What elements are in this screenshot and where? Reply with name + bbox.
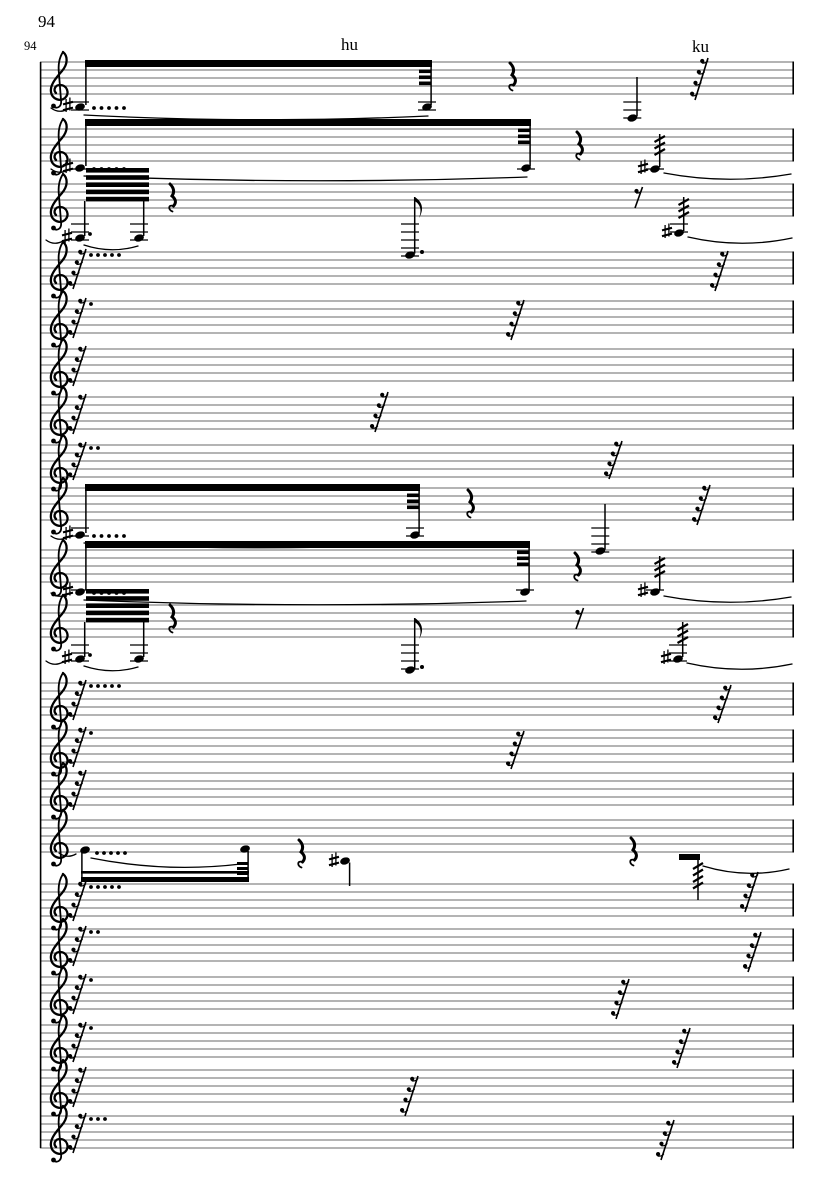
- treble-clef-icon: [51, 478, 68, 534]
- event-r64: [68, 1022, 93, 1062]
- event-qrest: [169, 184, 175, 212]
- staff-7-lines: [40, 397, 794, 430]
- treble-clef-icon: [51, 595, 68, 651]
- staff-13-lines: [40, 730, 794, 763]
- treble-clef-icon: [51, 242, 68, 298]
- measure-number-small: 94: [24, 39, 37, 53]
- lyric-hu: hu: [341, 35, 358, 54]
- event-r64: [506, 300, 524, 340]
- treble-clef-icon: [51, 967, 68, 1023]
- event-r64: [400, 1076, 418, 1116]
- staff-12: [51, 673, 731, 729]
- treble-clef-icon: [51, 339, 68, 395]
- event-r64: [68, 727, 93, 767]
- lyric-ku: ku: [692, 37, 709, 56]
- event-fig15: [59, 844, 251, 882]
- staff-21-lines: [40, 1116, 794, 1149]
- staff-11: [46, 589, 792, 675]
- staff-20-lines: [40, 1070, 794, 1103]
- event-r64: [672, 1028, 690, 1068]
- event-tremlong: [51, 484, 424, 548]
- event-trem32: [638, 556, 791, 602]
- treble-clef-icon: [51, 174, 68, 230]
- staff-5: [51, 291, 524, 347]
- event-r64: [68, 346, 86, 386]
- staff-5-lines: [40, 301, 794, 334]
- event-trem32: [662, 197, 792, 243]
- staff-7: [51, 387, 388, 443]
- event-r64: [743, 932, 761, 972]
- staff-13: [51, 720, 524, 776]
- event-r64: [68, 926, 100, 966]
- event-r8: [575, 608, 583, 629]
- event-e8dot: [401, 197, 424, 260]
- event-r64: [68, 1067, 86, 1107]
- staff-17: [51, 919, 761, 975]
- event-e8dot: [401, 618, 424, 675]
- event-r8: [634, 187, 642, 208]
- staff-15: [51, 810, 789, 912]
- staff-14-lines: [40, 773, 794, 806]
- staff-8: [51, 435, 622, 491]
- event-qnote: [329, 853, 351, 887]
- staff-21: [51, 1106, 674, 1162]
- staff-20: [51, 1060, 418, 1116]
- event-qrest: [169, 605, 175, 633]
- event-tremlong: [51, 541, 534, 605]
- staff-9-lines: [40, 488, 794, 521]
- event-r64: [710, 251, 728, 291]
- treble-clef-icon: [51, 291, 68, 347]
- event-r64: [68, 1113, 107, 1153]
- treble-clef-icon: [51, 52, 68, 108]
- staff-15-lines: [40, 820, 794, 853]
- event-hatch: [679, 854, 789, 900]
- staff-6-lines: [40, 349, 794, 382]
- event-r64: [506, 731, 524, 769]
- event-r64: [68, 974, 93, 1014]
- event-r64: [692, 485, 710, 525]
- event-block: [86, 168, 149, 201]
- treble-clef-icon: [51, 435, 68, 491]
- staff-16-lines: [40, 884, 794, 917]
- staff-18: [51, 967, 629, 1023]
- staff-2: [51, 119, 791, 181]
- staff-2-lines: [40, 129, 794, 162]
- staff-8-lines: [40, 445, 794, 478]
- event-r64: [68, 881, 121, 921]
- event-r64: [68, 770, 86, 810]
- event-lowq: [623, 77, 641, 123]
- event-r64: [68, 249, 121, 289]
- event-qrest: [574, 553, 580, 581]
- event-r64: [68, 680, 121, 720]
- event-r64: [604, 441, 622, 479]
- staff-1: [51, 52, 708, 123]
- event-tremlong: [51, 60, 436, 120]
- staff-17-lines: [40, 929, 794, 962]
- staff-18-lines: [40, 977, 794, 1010]
- event-r64: [68, 394, 86, 434]
- staff-19: [51, 1015, 690, 1071]
- event-r64: [68, 298, 93, 338]
- staff-4: [51, 242, 728, 298]
- staff-3: [46, 168, 792, 260]
- event-qrest: [576, 132, 582, 160]
- treble-clef-icon: [51, 387, 68, 443]
- event-trem32: [638, 134, 791, 179]
- staff-12-lines: [40, 683, 794, 716]
- measure-number-large: 94: [38, 12, 55, 31]
- staff-14: [51, 763, 86, 819]
- event-r64: [370, 392, 388, 432]
- treble-clef-icon: [51, 119, 68, 175]
- staff-10-lines: [40, 550, 794, 583]
